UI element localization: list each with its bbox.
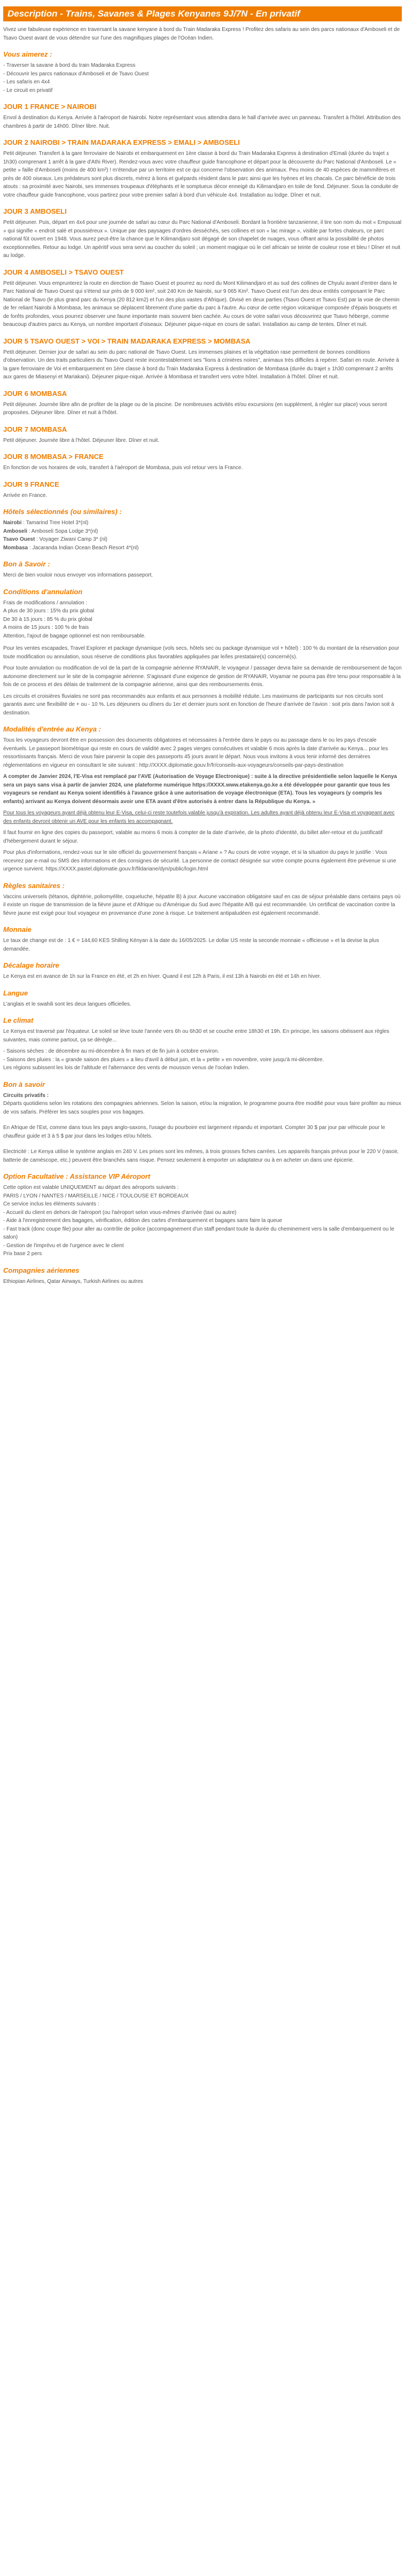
- conditions-para: Les circuits et croisières fluviales ne sont pas recommandés aux enfants et aux personnes à mobilité réduite. Les maximums de participants sur nos circuits sont garantis avec une flexibilité de + ou - 10 %. Les déjeuners ou dîners du 1er et dernier jours sont en fonction de l'heure d'arrivée de l'avion : soit pris dans l'avion soit à destination.: [3, 693, 394, 716]
- day-9-section: [3, 480, 402, 500]
- day-text: Arrivée en France.: [3, 492, 48, 499]
- day-heading: JOUR 1 FRANCE > NAIROBI: [3, 103, 97, 111]
- day-text: Petit déjeuner. Journée libre à l'hôtel. Déjeuner libre. Dîner et nuit.: [3, 437, 160, 443]
- conditions-line: A plus de 30 jours : 15% du prix global: [3, 608, 95, 614]
- monnaie-text: Le taux de change est de : 1 € = 144,60 KES Shilling Kényan à la date du 16/05/2025. Le dollar US reste la seconde monnaie « officieuse » et la devise la plus demandée.: [3, 938, 379, 952]
- hotel-city: Tsavo Ouest: [3, 536, 35, 542]
- page-title: Description - Trains, Savanes & Plages Kenyanes 9J/7N - En privatif: [3, 6, 402, 21]
- day-heading: JOUR 3 AMBOSELI: [3, 207, 67, 215]
- assistance-section: [3, 1172, 402, 1258]
- climat-line: - Saisons des pluies : la « grande saison des pluies » a lieu d'avril à début juin, et la « petite » en novembre, voire jusqu'à mi-décembre.: [3, 1056, 324, 1063]
- bonsavoir2-para: Electricité : Le Kenya utilise le système anglais en 240 V. Les prises sont les mêmes, à trois grosses fiches carrées. Les appareils français prévus pour le 220 V (rasoir, batterie de caméscope, etc.) peuvent être branchés sans risque. Pensez seulement à emporter un adaptateur ou à en acheter un dans une épicerie.: [3, 1149, 399, 1163]
- modalites-para: Tous les voyageurs devront être en possession des documents obligatoires et nécessaires à l'entrée dans le pays ou au passage dans le ou les pays d'escale éventuels. Le passeport biométrique qui reste en cours de validité avec 2 pages vierges consécutives et valable 6 mois après la date d'arrivée au Kenya... pour les ressortissants français. Merci de vous faire parvenir la copie des passeports 45 jours avant le départ. Nous vous invitons à vous tenir informé des dernières réglementations en vigueur en consultant le site suivant : http://XXXX.diplomatie.gouv.fr/fr/conseils-aux-voyageurs/conseils-par-pays-destination: [3, 737, 388, 768]
- compagnies-section: [3, 1266, 402, 1286]
- aimerez-item: - Les safaris en 4x4: [3, 79, 50, 85]
- assistance-line: Ce service inclus les éléments suivants :: [3, 1201, 99, 1207]
- intro-text: Vivez une fabuleuse expérience en traversant la savane kenyane à bord du Train Madaraka Express ! Profitez des safaris au sein des parcs nationaux d'Amboseli et de Tsavo Ouest avant de vous détendre sur l'une des magnifiques plages de l'Océan Indien.: [3, 27, 400, 41]
- conditions-heading: Conditions d'annulation: [3, 587, 83, 596]
- day-2-section: [3, 138, 402, 199]
- hotel-name: : Tamarind Tree Hotel 3*(nl): [21, 520, 89, 526]
- assistance-line: - Accueil du client en dehors de l'aéroport (ou l'aéroport selon vous-mêmes d'arrivée (taxi ou autre): [3, 1209, 237, 1216]
- hotel-line: [3, 535, 402, 544]
- hotel-name: : Voyager Ziwani Camp 3* (nl): [35, 536, 107, 542]
- day-6-section: [3, 389, 402, 417]
- hotel-line: [3, 527, 402, 536]
- assistance-line: Prix base 2 pers: [3, 1251, 42, 1257]
- day-text: Envol à destination du Kenya. Arrivée à l'aéroport de Nairobi. Notre représentant vous attendra dans le hall d'arrivée avec un panneau. Transfert à l'hôtel. Attribution des chambres à partir de 14h00. Dîner libre. Nuit.: [3, 115, 401, 129]
- modalites-para: Pour plus d'informations, rendez-vous sur le site officiel du gouvernement français « Ariane » ? Au cours de votre voyage, et si la situation du pays le justifie : Vous recevrez par e-mail ou SMS des informations et des consignes de sécurité. La personne de contact désignée sur votre compte pourra également être prévenue si une urgence survient. https://XXXX.pastel.diplomatie.gouv.fr/fildariane/dyn/public/login.html: [3, 850, 396, 872]
- day-4-section: [3, 268, 402, 329]
- bonsavoir2-para: En Afrique de l'Est, comme dans tous les pays anglo-saxons, l'usage du pourboire est largement répandu et important. Compter 30 $ par jour par véhicule pour le chauffeur guide et 3 à 5 $ par jour dans les lodges et/ou hôtels.: [3, 1125, 385, 1139]
- hotel-city: Nairobi: [3, 520, 22, 526]
- circuits-label: Circuits privatifs :: [3, 1092, 49, 1099]
- climat-line: Les régions subissent les lois de l'altitude et l'alternance des vents de mousson venus de l'océan Indien.: [3, 1065, 250, 1071]
- langue-text: L'anglais et le swahili sont les deux langues officielles.: [3, 1001, 131, 1007]
- conditions-line: De 30 à 15 jours : 85 % du prix global: [3, 616, 92, 622]
- day-heading: JOUR 8 MOMBASA > FRANCE: [3, 453, 104, 461]
- assistance-line: - Fast track (donc coupe file) pour aller au contrôle de police (accompagnement d'un staff pendant toute la durée du cheminement vers la salle d'embarquement ou le salon): [3, 1226, 394, 1240]
- hotel-city: Mombasa: [3, 544, 28, 551]
- modalites-section: [3, 725, 402, 874]
- sanitaires-para: Vaccins universels (tétanos, diphtérie, poliomyélite, coqueluche, hépatite B) à jour. Aucune vaccination obligatoire sauf en cas de séjour préalable dans certains pays où il existe un risque de transmission de la fièvre jaune et d'Afrique ou d'Amérique du Sud avec l'hépatite A/B qui est recommandée. Un certificat de vaccination contre la fièvre jaune est exigé pour tout voyageur en provenance d'une zone à risque. Le traitement antipaludéen est également recommandé.: [3, 893, 401, 916]
- climat-para: Le Kenya est traversé par l'équateur. Le soleil se lève toute l'année vers 6h ou 6h30 et se couche entre 18h30 et 19h. En principe, les saisons obéissent aux règles suivantes, mais comme partout, ça se dérègle...: [3, 1029, 390, 1043]
- savoir-section: [3, 559, 402, 580]
- aimerez-heading: Vous aimerez :: [3, 50, 52, 58]
- modalites-para: Il faut fournir en ligne des copies du passeport, valable au moins 6 mois à compter de la date d'arrivée, de la photo d'identité, du billet aller-retour et du justificatif d'hébergement durant le séjour.: [3, 830, 383, 844]
- modalites-heading: Modalités d'entrée au Kenya :: [3, 725, 101, 733]
- day-8-section: [3, 452, 402, 472]
- bonsavoir2-para: Départs quotidiens selon les rotations des compagnies aériennes. Selon la saison, et/ou la migration, le programme pourra être modifié pour vous faire profiter au mieux de vos safaris. Préférer les sacs souples pour vos bagages.: [3, 1101, 401, 1115]
- hotel-name: : Jacaranda Indian Ocean Beach Resort 4*(nl): [28, 544, 139, 551]
- assistance-line: - Gestion de l'imprévu et de l'urgence avec le client: [3, 1242, 124, 1249]
- page: [0, 0, 405, 1286]
- conditions-para: Pour toute annulation ou modification de vol de la part de la compagnie aérienne RYANAIR, le voyageur / passager devra faire sa demande de remboursement de façon autonome directement sur le site de la compagnie aérienne. S'agissant d'une exigence de gestion de RYANAIR, Voyamar ne pourra pas être tenu pour responsable à la fois de ce process et des délais de traitement de la compagnie aérienne, ainsi que des remboursements émis.: [3, 665, 402, 688]
- compagnies-heading: Compagnies aériennes: [3, 1266, 80, 1274]
- assistance-line: PARIS / LYON / NANTES / MARSEILLE / NICE / TOULOUSE ET BORDEAUX: [3, 1193, 189, 1199]
- day-heading: JOUR 6 MOMBASA: [3, 389, 67, 398]
- bonsavoir2-heading: Bon à savoir: [3, 1080, 45, 1088]
- conditions-line: A moins de 15 jours : 100 % de frais: [3, 625, 89, 631]
- modalites-para: Pour tous les voyageurs ayant déjà obtenu leur E-Visa, celui-ci reste toutefois valable jusqu'à expiration. Les adultes ayant déjà obtenu leur E-Visa et voyageant avec des enfants devront obtenir un AVE pour les enfants les accompagnant.: [3, 810, 395, 824]
- monnaie-heading: Monnaie: [3, 925, 32, 933]
- day-heading: JOUR 9 FRANCE: [3, 480, 59, 488]
- savoir-text: Merci de bien vouloir nous envoyer vos informations passeport.: [3, 572, 153, 578]
- conditions-line: Frais de modifications / annulation :: [3, 600, 88, 606]
- aimerez-item: - Le circuit en privatif: [3, 87, 53, 94]
- assistance-line: Cette option est valable UNIQUEMENT au départ des aéroports suivants :: [3, 1185, 179, 1190]
- modalites-para: A compter de Janvier 2024, l'E-Visa est remplacé par l'AVE (Autorisation de Voyage Electronique) : suite à la directive présidentielle selon laquelle le Kenya sera un pays sans visa à partir de janvier 2024, une plateforme numérique https://XXXX.www.etakenya.go.ke a été développée pour garantir que tous les voyageurs se rendant au Kenya soient identifiés à l'avance grâce à une autorisation de voyage électronique (ETA). Tous les voyageurs (y compris les enfants) arrivant au Kenya doivent désormais avoir une ETA avant d'être autorisés à entrer dans la République du Kenya. »: [3, 774, 397, 805]
- conditions-para: Pour les ventes escapades, Travel Explorer et package dynamique (vols secs, hôtels sec ou package dynamique vol + hôtel) : 100 % du montant de la réservation pour toute modification ou annulation, sous réserve de conditions plus favorables appliquées par le/les prestataire(s) concerné(s).: [3, 645, 400, 660]
- langue-heading: Langue: [3, 989, 28, 997]
- day-text: Petit déjeuner. Vous emprunterez la route en direction de Tsavo Ouest et pourrez au nord du Mont Kilimandjaro et au sud des collines de Chyulu avant d'entrer dans le Parc National de Tsavo Ouest qui s'étend sur près de 9 000 km², soit 240 Km de Nairobi, sur 9 065 Km². Tsavo Ouest est l'un des deux entités composant le Parc National de Tsavo (le plus grand parc du Kenya (20 812 km2) et l'un des plus vastes d'Afrique). Divisé en deux parties (Tsavo Ouest et Tsavo Est) par la voie de chemin de fer reliant Nairobi à Mombasa, les animaux se déplacent librement d'une partie du parc à l'autre. Au cœur de cette région volcanique composée d'épais bosquets et de forêts profondes, vous pourrez observer une faune importante mais souvent bien cachée. Au cours de votre safari vous découvrirez que Tsavo héberge, comme beaucoup d'autres parcs au Kenya, un nombre important d'oiseaux. Déjeuner pique-nique en cours de safari. Installation au camp de tentes. Dîner et nuit.: [3, 280, 400, 328]
- hotels-section: [3, 507, 402, 552]
- decalage-text: Le Kenya est en avance de 1h sur la France en été, et 2h en hiver. Quand il est 12h à Paris, il est 13h à Nairobi en été et 14h en hiver.: [3, 974, 321, 979]
- day-heading: JOUR 5 TSAVO OUEST > VOI > TRAIN MADARAKA EXPRESS > MOMBASA: [3, 337, 251, 345]
- day-heading: JOUR 2 NAIROBI > TRAIN MADARAKA EXPRESS > EMALI > AMBOSELI: [3, 138, 240, 146]
- bonsavoir2-section: [3, 1080, 402, 1165]
- sanitaires-section: [3, 881, 402, 918]
- climat-section: [3, 1016, 402, 1072]
- hotel-name: : Amboseli Sopa Lodge 3*(nl): [27, 528, 98, 534]
- day-5-section: [3, 337, 402, 382]
- assistance-heading: Option Facultative : Assistance VIP Aéroport: [3, 1172, 151, 1180]
- climat-line: - Saisons sèches : de décembre au mi-décembre à fin mars et de fin juin à octobre environ.: [3, 1048, 220, 1054]
- langue-section: [3, 989, 402, 1009]
- climat-heading: Le climat: [3, 1016, 34, 1024]
- day-heading: JOUR 7 MOMBASA: [3, 425, 67, 433]
- day-text: En fonction de vos horaires de vols, transfert à l'aéroport de Mombasa, puis vol retour vers la France.: [3, 465, 243, 471]
- day-7-section: [3, 425, 402, 445]
- aimerez-section: [3, 50, 402, 95]
- day-text: Petit déjeuner. Transfert à la gare ferroviaire de Nairobi et embarquement en 1ère classe à bord du Train Madaraka Express à destination d'Emali (durée du trajet ± 1h30) comprenant 1 arrêt à la gare d'Athi River). Rendez-vous avec votre chauffeur guide francophone et départ pour la découverte du Parc National d'Amboseli. Le « petite » faille d'Amboseli (moins de 400 km²) ! m'étendue par un territoire est ce qui concerne l'observation des animaux. Peu moins de 40 espèces de mammifères et près de 400 oiseaux. Les prédateurs sont plus discrets, mérez à lions et guépards résident dans le parc ainsi que les hyènes et les chacals. Ce parc bénéficie de trois atouts : sa proximité avec Nairobi, ses immenses troupeaux d'éléphants et le somptueux décor enneigé du Kilimandjaro en toile de fond. Déjeuner. Sous la conduite de votre chauffeur guide francophone, vous partirez pour votre premier safari à bord d'un véhicule 4x4. Installation au lodge. Dîner et nuit.: [3, 151, 399, 198]
- day-text: Petit déjeuner. Puis, départ en 4x4 pour une journée de safari au cœur du Parc National d'Amboseli. Bordant la frontière tanzanienne, il tire son nom du mot « Empusual » qui signifie « endroit salé et poussiéreux ». Unique par des paysages d'ordres desséchés, ses collines et son « lac mirage », visible par fortes chaleurs, ce parc national fût ouvert en 1948. Vous aurez peut-être la chance que le Kilimandjaro soit dégagé de son chapelet de nuages, vous offrant ainsi la possibilité de photos exceptionnelles. Retour au lodge. Un apéritif vous sera servi au coucher du soleil ; un moment magique où le ciel africain se teinte de couleur rose et bleu ! Dîner et nuit au lodge.: [3, 220, 402, 259]
- hotel-line: [3, 544, 402, 552]
- hotel-city: Amboseli: [3, 528, 28, 534]
- savoir-heading: Bon à Savoir :: [3, 560, 50, 568]
- conditions-section: [3, 587, 402, 718]
- compagnies-text: Ethiopian Airlines, Qatar Airways, Turkish Airlines ou autres: [3, 1278, 143, 1285]
- aimerez-item: - Découvrir les parcs nationaux d'Amboseli et de Tsavo Ouest: [3, 71, 149, 77]
- day-text: Petit déjeuner. Dernier jour de safari au sein du parc national de Tsavo Ouest. Les immenses plaines et la végétation rase permettent de bonnes conditions d'observation. Un des traits particuliers du Tsavo Ouest reste incontestablement ses "lions à crinières noires", animaux très difficiles à repérer. Safari en route. Arrivée à la gare ferroviaire de Voi et embarquement en 1ère classe à bord du Train Madaraka Express à destination de Mombasa (durée du trajet ± 1h30 comprenant 2 arrêts aux gares de Miasenyi et Mariakani). Déjeuner pique-nique. Arrivée à Mombasa et transfert vers votre hôtel. Installation à l'hôtel. Dîner et nuit.: [3, 349, 399, 380]
- conditions-line: Attention, l'ajout de bagage optionnel est non remboursable.: [3, 633, 146, 639]
- assistance-line: - Aide à l'enregistrement des bagages, vérification, édition des cartes d'embarquement et bagages sans faire la queue: [3, 1218, 282, 1224]
- aimerez-item: - Traverser la savane à bord du train Madaraka Express: [3, 63, 136, 68]
- day-text: Petit déjeuner. Journée libre afin de profiter de la plage ou de la piscine. De nombreuses activités et/ou excursions (en supplément, à régler sur place) vous seront proposées. Déjeuner libre. Dîner et nuit à l'hôtel.: [3, 401, 387, 416]
- hotel-line: [3, 519, 402, 527]
- hotels-heading: Hôtels sélectionnés (ou similaires) :: [3, 508, 122, 516]
- day-1-section: [3, 102, 402, 130]
- day-3-section: [3, 207, 402, 260]
- decalage-section: [3, 961, 402, 981]
- decalage-heading: Décalage horaire: [3, 961, 59, 969]
- monnaie-section: [3, 925, 402, 953]
- sanitaires-heading: Règles sanitaires :: [3, 881, 65, 890]
- day-heading: JOUR 4 AMBOSELI > TSAVO OUEST: [3, 268, 124, 276]
